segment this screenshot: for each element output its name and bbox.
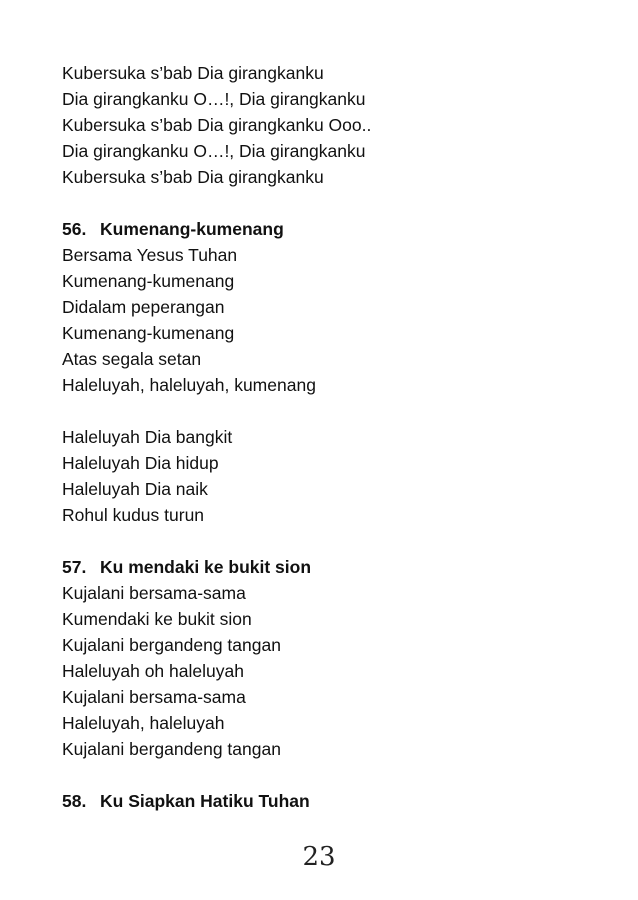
lyric-line: Haleluyah Dia hidup: [62, 453, 219, 473]
stanza-gap: [62, 528, 582, 554]
lyric-line: Bersama Yesus Tuhan: [62, 245, 238, 265]
song-title: Ku Siapkan Hatiku Tuhan: [100, 791, 310, 811]
song-number: 57.: [62, 557, 87, 577]
song-heading-58: [62, 788, 582, 814]
lyric-line: Kujalani bergandeng tangan: [62, 739, 281, 759]
song-title: Ku mendaki ke bukit sion: [100, 557, 312, 577]
lyric-line: Kujalani bersama-sama: [62, 687, 246, 707]
lyric-line: Atas segala setan: [62, 349, 202, 369]
song-title: Kumenang-kumenang: [100, 219, 284, 239]
stanza-gap: [62, 190, 582, 216]
lyric-line: Kujalani bersama-sama: [62, 583, 246, 603]
lyric-line: Kujalani bergandeng tangan: [62, 635, 281, 655]
lyric-line: Kubersuka s’bab Dia girangkanku Ooo..: [62, 115, 372, 135]
page-number: 23: [302, 842, 336, 872]
song-number: 56.: [62, 219, 87, 239]
song-heading-57: [62, 554, 582, 580]
lyric-line: Haleluyah, haleluyah: [62, 713, 225, 733]
lyric-line: Kubersuka s’bab Dia girangkanku: [62, 167, 324, 187]
lyrics-page: [62, 60, 582, 814]
stanza-gap: [62, 398, 582, 424]
lyric-line: Haleluyah Dia naik: [62, 479, 208, 499]
lyric-line: Dia girangkanku O…!, Dia girangkanku: [62, 89, 366, 109]
lyric-line: Kumendaki ke bukit sion: [62, 609, 252, 629]
lyric-line: Rohul kudus turun: [62, 505, 205, 525]
song-heading-56: [62, 216, 582, 242]
lyric-line: Didalam peperangan: [62, 297, 225, 317]
lyric-line: Kumenang-kumenang: [62, 323, 235, 343]
lyric-line: Kumenang-kumenang: [62, 271, 235, 291]
lyric-line: Haleluyah, haleluyah, kumenang: [62, 375, 316, 395]
lyric-line: Kubersuka s’bab Dia girangkanku: [62, 63, 324, 83]
lyric-line: Haleluyah Dia bangkit: [62, 427, 233, 447]
lyric-line: Dia girangkanku O…!, Dia girangkanku: [62, 141, 366, 161]
song-number: 58.: [62, 791, 87, 811]
lyric-line: Haleluyah oh haleluyah: [62, 661, 244, 681]
stanza-gap: [62, 762, 582, 788]
